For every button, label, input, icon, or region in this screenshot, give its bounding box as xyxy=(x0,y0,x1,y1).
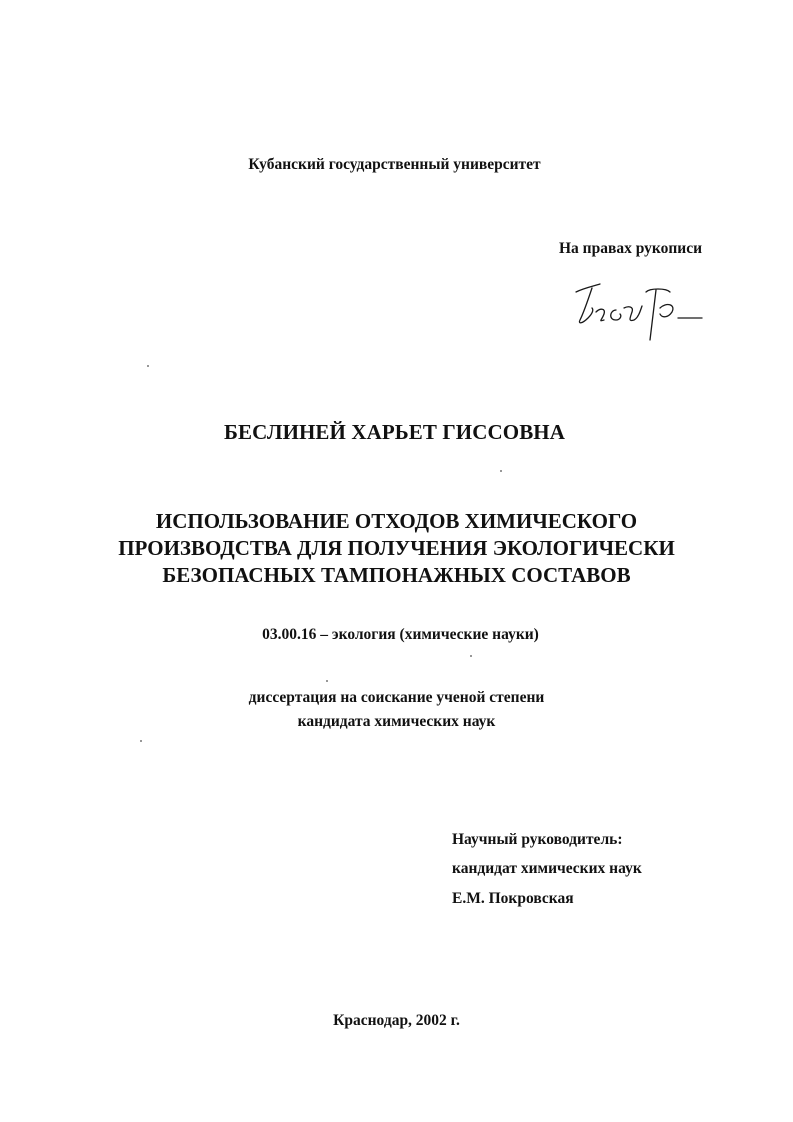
degree-statement-line: кандидата химических наук xyxy=(297,713,496,730)
dissertation-title-line: ПРОИЗВОДСТВА ДЛЯ ПОЛУЧЕНИЯ ЭКОЛОГИЧЕСКИ xyxy=(118,536,675,560)
specialty-code: 03.00.16 – экология (химические науки) xyxy=(262,626,539,643)
scan-speck xyxy=(470,655,472,657)
dissertation-title-line: ИСПОЛЬЗОВАНИЕ ОТХОДОВ ХИМИЧЕСКОГО xyxy=(155,509,638,533)
advisor-name: Е.М. Покровская xyxy=(452,890,574,907)
scan-speck xyxy=(500,470,502,472)
scan-speck xyxy=(140,740,142,742)
author-name: БЕСЛИНЕЙ ХАРЬЕТ ГИССОВНА xyxy=(223,420,565,444)
scan-speck xyxy=(326,680,328,682)
manuscript-note: На правах рукописи xyxy=(559,240,703,257)
dissertation-title-line: БЕЗОПАСНЫХ ТАМПОНАЖНЫХ СОСТАВОВ xyxy=(162,563,631,587)
advisor-degree: кандидат химических наук xyxy=(452,860,642,877)
advisor-label: Научный руководитель: xyxy=(452,831,623,848)
scan-speck xyxy=(147,365,149,367)
place-and-year: Краснодар, 2002 г. xyxy=(333,1012,460,1029)
degree-statement-line: диссертация на соискание ученой степени xyxy=(248,689,545,706)
university-name: Кубанский государственный университет xyxy=(248,156,541,173)
author-signature xyxy=(570,278,720,346)
